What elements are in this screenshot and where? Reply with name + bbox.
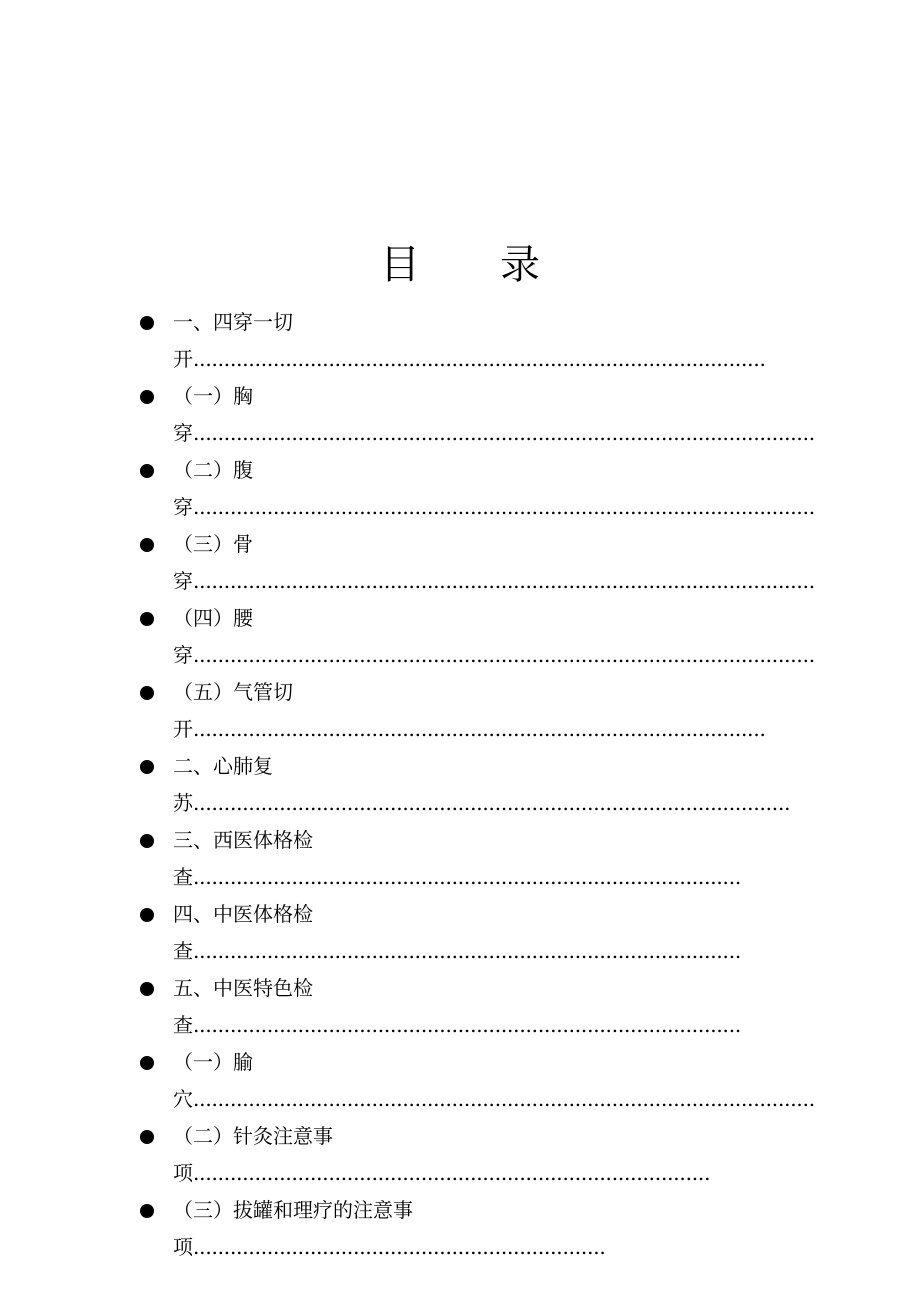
toc-entry-tail: 穴 xyxy=(173,1087,193,1111)
toc-entry-tail: 查 xyxy=(173,939,193,963)
toc-entry-continuation[interactable] xyxy=(173,861,741,893)
bullet-icon xyxy=(140,1204,154,1218)
toc-entry-continuation[interactable] xyxy=(173,417,815,449)
dot-leader: ..................................................................................................... xyxy=(193,569,815,593)
toc-entry-continuation[interactable] xyxy=(173,1083,815,1115)
toc-entry-tail: 查 xyxy=(173,865,193,889)
toc-entry-heading[interactable]: （一）腧 xyxy=(173,1050,253,1074)
dot-leader: ................................................................................................. xyxy=(193,791,791,815)
toc-entry-continuation[interactable] xyxy=(173,565,815,597)
bullet-icon xyxy=(140,316,154,330)
dot-leader: ..................................................................................................... xyxy=(193,1087,815,1111)
bullet-icon xyxy=(140,834,154,848)
bullet-icon xyxy=(140,908,154,922)
toc-entry-heading[interactable]: （二）针灸注意事 xyxy=(173,1124,333,1148)
dot-leader: ................................................................... xyxy=(193,1235,606,1259)
bullet-icon xyxy=(140,390,154,404)
bullet-icon xyxy=(140,1130,154,1144)
toc-entry-continuation[interactable] xyxy=(173,1231,606,1263)
toc-entry-tail: 项 xyxy=(173,1235,193,1259)
bullet-icon xyxy=(140,982,154,996)
toc-entry[interactable] xyxy=(140,824,760,898)
table-of-contents xyxy=(140,306,815,1268)
toc-entry-heading[interactable]: 三、西医体格检 xyxy=(173,828,313,852)
bullet-icon xyxy=(140,760,154,774)
toc-entry[interactable] xyxy=(140,972,760,1046)
toc-entry[interactable] xyxy=(140,306,766,380)
dot-leader: .................................................................................... xyxy=(193,1161,711,1185)
title-char-1: 目 xyxy=(380,242,420,288)
toc-entry-heading[interactable]: （三）骨 xyxy=(173,532,253,556)
toc-entry-continuation[interactable] xyxy=(173,787,790,819)
dot-leader: ..................................................................................................... xyxy=(193,643,815,667)
toc-entry-tail: 穿 xyxy=(173,421,193,445)
toc-entry-continuation[interactable] xyxy=(173,639,815,671)
dot-leader: ......................................................................................... xyxy=(193,865,742,889)
dot-leader: ............................................................................................. xyxy=(193,347,766,371)
toc-entry[interactable] xyxy=(140,676,766,750)
toc-entry[interactable] xyxy=(140,380,815,454)
toc-entry-continuation[interactable] xyxy=(173,713,766,745)
toc-entry-heading[interactable]: （四）腰 xyxy=(173,606,253,630)
toc-entry-heading[interactable]: （三）拔罐和理疗的注意事 xyxy=(173,1198,413,1222)
toc-entry-heading[interactable]: 二、心肺复 xyxy=(173,754,273,778)
toc-entry-continuation[interactable] xyxy=(173,1009,741,1041)
dot-leader: ......................................................................................... xyxy=(193,1013,742,1037)
dot-leader: ..................................................................................................... xyxy=(193,495,815,519)
toc-entry-tail: 穿 xyxy=(173,495,193,519)
toc-entry[interactable] xyxy=(140,454,815,528)
toc-entry-continuation[interactable] xyxy=(173,491,815,523)
toc-entry[interactable] xyxy=(140,750,791,824)
dot-leader: ..................................................................................................... xyxy=(193,421,815,445)
toc-entry[interactable] xyxy=(140,1194,760,1268)
page-title xyxy=(0,240,920,290)
dot-leader: ......................................................................................... xyxy=(193,939,742,963)
toc-entry[interactable] xyxy=(140,528,815,602)
toc-entry-heading[interactable]: （二）腹 xyxy=(173,458,253,482)
toc-entry-tail: 穿 xyxy=(173,643,193,667)
toc-entry-continuation[interactable] xyxy=(173,1157,710,1189)
toc-entry-tail: 开 xyxy=(173,347,193,371)
bullet-icon xyxy=(140,686,154,700)
bullet-icon xyxy=(140,1056,154,1070)
toc-entry-heading[interactable]: 一、四穿一切 xyxy=(173,310,293,334)
toc-entry[interactable] xyxy=(140,1046,815,1120)
toc-entry-continuation[interactable] xyxy=(173,935,741,967)
toc-entry-tail: 查 xyxy=(173,1013,193,1037)
bullet-icon xyxy=(140,538,154,552)
toc-entry-continuation[interactable] xyxy=(173,343,766,375)
toc-entry-heading[interactable]: （一）胸 xyxy=(173,384,253,408)
bullet-icon xyxy=(140,464,154,478)
toc-entry[interactable] xyxy=(140,1120,760,1194)
dot-leader: ............................................................................................. xyxy=(193,717,766,741)
bullet-icon xyxy=(140,612,154,626)
toc-entry-heading[interactable]: 五、中医特色检 xyxy=(173,976,313,1000)
title-char-2: 录 xyxy=(500,242,540,288)
toc-entry-heading[interactable]: （五）气管切 xyxy=(173,680,293,704)
toc-entry-tail: 苏 xyxy=(173,791,193,815)
toc-entry-tail: 开 xyxy=(173,717,193,741)
toc-entry-tail: 项 xyxy=(173,1161,193,1185)
toc-entry[interactable] xyxy=(140,602,815,676)
toc-entry-tail: 穿 xyxy=(173,569,193,593)
toc-entry-heading[interactable]: 四、中医体格检 xyxy=(173,902,313,926)
toc-entry[interactable] xyxy=(140,898,760,972)
